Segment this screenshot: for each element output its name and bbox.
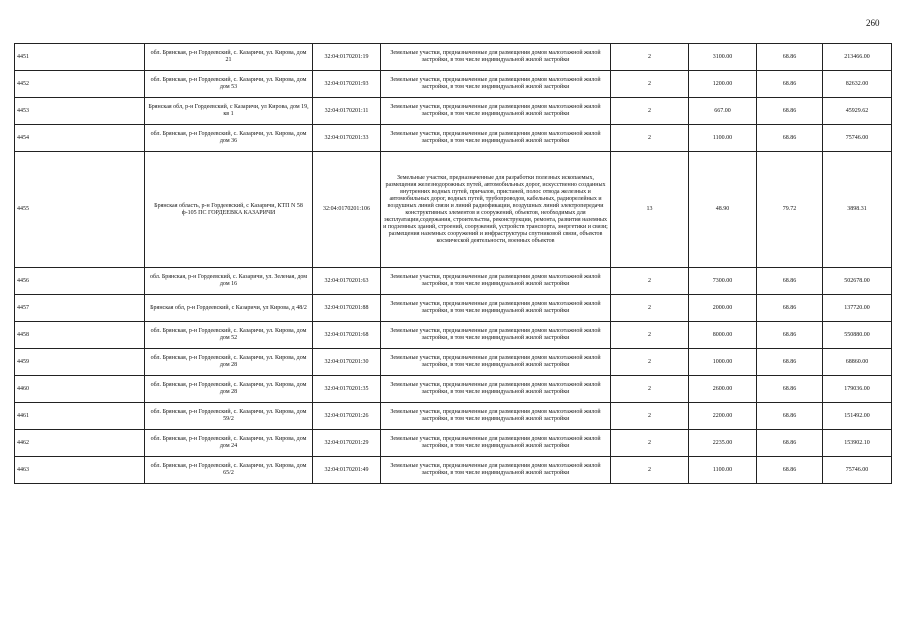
row-number-cell: 4453: [15, 98, 145, 125]
address-cell: Брянская обл, р-н Гордеевский, с Казаричи, ул Кирова, дом 19, кв 1: [145, 98, 313, 125]
specific-value-cell: 68.86: [757, 125, 823, 152]
land-use-purpose-cell: Земельные участки, предназначенные для размещения домов малоэтажной жилой застройки, в том числе индивидуальной жилой застройки: [381, 349, 611, 376]
area-cell: 1100.00: [689, 125, 757, 152]
cadastral-value-cell: 213466.00: [823, 44, 892, 71]
cadastral-value-cell: 3898.31: [823, 152, 892, 268]
cadastral-number-cell: 32:04:0170201:88: [313, 295, 381, 322]
area-cell: 8000.00: [689, 322, 757, 349]
land-use-purpose-cell: Земельные участки, предназначенные для размещения домов малоэтажной жилой застройки, в том числе индивидуальной жилой застройки: [381, 403, 611, 430]
address-cell: обл. Брянская, р-н Гордеевский, с. Казаричи, ул. Кирова, дом дом 28: [145, 349, 313, 376]
cadastral-number-cell: 32:04:0170201:35: [313, 376, 381, 403]
area-cell: 2000.00: [689, 295, 757, 322]
area-cell: 7300.00: [689, 268, 757, 295]
land-use-purpose-cell: Земельные участки, предназначенные для разработки полезных ископаемых, размещения железнодорожных путей, автомобильных дорог, искусственно созданных внутренних водных путей, причалов, пристаней, полос отвода железных и автомобильных дорог, водных путей, трубопроводов, кабельных, радиорелейных и воздушных линий связи и линий радиофикации, воздушных линий электропередачи конструктивных элементов и сооружений, объектов, необходимых для эксплуатации,содержания, строительства, реконструкции, ремонта, развития наземных и подземных зданий, строений, сооружений, устройств транспорта, энергетики и связи; размещения наземных сооружений и инфраструктуры спутниковой связи, объектов космической деятельности, военных объектов: [381, 152, 611, 268]
cadastral-number-cell: 32:04:0170201:26: [313, 403, 381, 430]
specific-value-cell: 68.86: [757, 457, 823, 484]
row-number-cell: 4452: [15, 71, 145, 98]
land-use-purpose-cell: Земельные участки, предназначенные для размещения домов малоэтажной жилой застройки, в том числе индивидуальной жилой застройки: [381, 125, 611, 152]
address-cell: обл. Брянская, р-н Гордеевский, с. Казаричи, ул. Кирова, дом 21: [145, 44, 313, 71]
row-number-cell: 4458: [15, 322, 145, 349]
area-cell: 2200.00: [689, 403, 757, 430]
address-cell: обл. Брянская, р-н Гордеевский, с. Казаричи, ул. Кирова, дом дом 53: [145, 71, 313, 98]
cadastral-number-cell: 32:04:0170201:63: [313, 268, 381, 295]
area-cell: 1100.00: [689, 457, 757, 484]
group-code-cell: 2: [611, 322, 689, 349]
cadastral-number-cell: 32:04:0170201:29: [313, 430, 381, 457]
table-row: [15, 44, 892, 71]
table-row: [15, 403, 892, 430]
table-row: [15, 430, 892, 457]
address-cell: обл. Брянская, р-н Гордеевский, с. Казаричи, ул. Кирова, дом дом 24: [145, 430, 313, 457]
table-row: [15, 152, 892, 268]
row-number-cell: 4462: [15, 430, 145, 457]
cadastral-number-cell: 32:04:0170201:30: [313, 349, 381, 376]
land-use-purpose-cell: Земельные участки, предназначенные для размещения домов малоэтажной жилой застройки, в том числе индивидуальной жилой застройки: [381, 295, 611, 322]
cadastral-value-cell: 137720.00: [823, 295, 892, 322]
area-cell: 3100.00: [689, 44, 757, 71]
group-code-cell: 2: [611, 457, 689, 484]
row-number-cell: 4451: [15, 44, 145, 71]
group-code-cell: 2: [611, 349, 689, 376]
specific-value-cell: 79.72: [757, 152, 823, 268]
group-code-cell: 2: [611, 376, 689, 403]
land-use-purpose-cell: Земельные участки, предназначенные для размещения домов малоэтажной жилой застройки, в том числе индивидуальной жилой застройки: [381, 268, 611, 295]
table-row: [15, 71, 892, 98]
group-code-cell: 2: [611, 44, 689, 71]
cadastral-value-cell: 75746.00: [823, 457, 892, 484]
specific-value-cell: 68.86: [757, 376, 823, 403]
land-use-purpose-cell: Земельные участки, предназначенные для размещения домов малоэтажной жилой застройки, в том числе индивидуальной жилой застройки: [381, 322, 611, 349]
group-code-cell: 2: [611, 268, 689, 295]
address-cell: обл. Брянская, р-н Гордеевский, с. Казаричи, ул. Кирова, дом дом 28: [145, 376, 313, 403]
table-row: [15, 322, 892, 349]
cadastral-value-cell: 82632.00: [823, 71, 892, 98]
area-cell: 667.00: [689, 98, 757, 125]
cadastral-value-cell: 75746.00: [823, 125, 892, 152]
specific-value-cell: 68.86: [757, 98, 823, 125]
table-row: [15, 98, 892, 125]
group-code-cell: 2: [611, 71, 689, 98]
land-use-purpose-cell: Земельные участки, предназначенные для размещения домов малоэтажной жилой застройки, в том числе индивидуальной жилой застройки: [381, 44, 611, 71]
table-row: [15, 457, 892, 484]
specific-value-cell: 68.86: [757, 268, 823, 295]
land-use-purpose-cell: Земельные участки, предназначенные для размещения домов малоэтажной жилой застройки, в том числе индивидуальной жилой застройки: [381, 98, 611, 125]
group-code-cell: 13: [611, 152, 689, 268]
specific-value-cell: 68.86: [757, 322, 823, 349]
area-cell: 1000.00: [689, 349, 757, 376]
address-cell: обл. Брянская, р-н Гордеевский, с. Казаричи, ул. Кирова, дом дом 36: [145, 125, 313, 152]
cadastral-number-cell: 32:04:0170201:11: [313, 98, 381, 125]
address-cell: обл. Брянская, р-н Гордеевский, с. Казаричи, ул. Зеленая, дом дом 16: [145, 268, 313, 295]
group-code-cell: 2: [611, 295, 689, 322]
group-code-cell: 2: [611, 125, 689, 152]
table-row: [15, 376, 892, 403]
cadastral-value-cell: 550880.00: [823, 322, 892, 349]
cadastral-number-cell: 32:04:0170201:49: [313, 457, 381, 484]
cadastral-value-cell: 179036.00: [823, 376, 892, 403]
row-number-cell: 4459: [15, 349, 145, 376]
row-number-cell: 4460: [15, 376, 145, 403]
area-cell: 1200.00: [689, 71, 757, 98]
cadastral-number-cell: 32:04:0170201:106: [313, 152, 381, 268]
cadastral-value-cell: 45929.62: [823, 98, 892, 125]
land-use-purpose-cell: Земельные участки, предназначенные для размещения домов малоэтажной жилой застройки, в том числе индивидуальной жилой застройки: [381, 430, 611, 457]
row-number-cell: 4456: [15, 268, 145, 295]
land-registry-table: [14, 43, 892, 484]
area-cell: 2600.00: [689, 376, 757, 403]
table-body: [15, 44, 892, 484]
cadastral-number-cell: 32:04:0170201:93: [313, 71, 381, 98]
group-code-cell: 2: [611, 98, 689, 125]
cadastral-value-cell: 502678.00: [823, 268, 892, 295]
land-use-purpose-cell: Земельные участки, предназначенные для размещения домов малоэтажной жилой застройки, в том числе индивидуальной жилой застройки: [381, 71, 611, 98]
table-row: [15, 125, 892, 152]
address-cell: Брянская область, р-н Гордеевский, с Казаричи, КТП N 58 ф-105 ПС ГОРДЕЕВКА КАЗАРИЧИ: [145, 152, 313, 268]
row-number-cell: 4461: [15, 403, 145, 430]
group-code-cell: 2: [611, 403, 689, 430]
table-row: [15, 295, 892, 322]
address-cell: обл. Брянская, р-н Гордеевский, с. Казаричи, ул. Кирова, дом 65/2: [145, 457, 313, 484]
cadastral-value-cell: 151492.00: [823, 403, 892, 430]
specific-value-cell: 68.86: [757, 349, 823, 376]
land-use-purpose-cell: Земельные участки, предназначенные для размещения домов малоэтажной жилой застройки, в том числе индивидуальной жилой застройки: [381, 457, 611, 484]
address-cell: обл. Брянская, р-н Гордеевский, с. Казаричи, ул. Кирова, дом 59/2: [145, 403, 313, 430]
land-use-purpose-cell: Земельные участки, предназначенные для размещения домов малоэтажной жилой застройки, в том числе индивидуальной жилой застройки: [381, 376, 611, 403]
table-row: [15, 349, 892, 376]
row-number-cell: 4457: [15, 295, 145, 322]
page-number: 260: [866, 18, 880, 28]
address-cell: Брянская обл, р-н Гордеевский, с Казаричи, ул Кирова, д 48/2: [145, 295, 313, 322]
area-cell: 2235.00: [689, 430, 757, 457]
specific-value-cell: 68.86: [757, 44, 823, 71]
row-number-cell: 4454: [15, 125, 145, 152]
cadastral-value-cell: 153902.10: [823, 430, 892, 457]
cadastral-number-cell: 32:04:0170201:68: [313, 322, 381, 349]
specific-value-cell: 68.86: [757, 71, 823, 98]
cadastral-value-cell: 68860.00: [823, 349, 892, 376]
row-number-cell: 4463: [15, 457, 145, 484]
group-code-cell: 2: [611, 430, 689, 457]
address-cell: обл. Брянская, р-н Гордеевский, с. Казаричи, ул. Кирова, дом дом 52: [145, 322, 313, 349]
area-cell: 48.90: [689, 152, 757, 268]
cadastral-number-cell: 32:04:0170201:33: [313, 125, 381, 152]
row-number-cell: 4455: [15, 152, 145, 268]
specific-value-cell: 68.86: [757, 430, 823, 457]
specific-value-cell: 68.86: [757, 403, 823, 430]
table-row: [15, 268, 892, 295]
cadastral-number-cell: 32:04:0170201:19: [313, 44, 381, 71]
specific-value-cell: 68.86: [757, 295, 823, 322]
